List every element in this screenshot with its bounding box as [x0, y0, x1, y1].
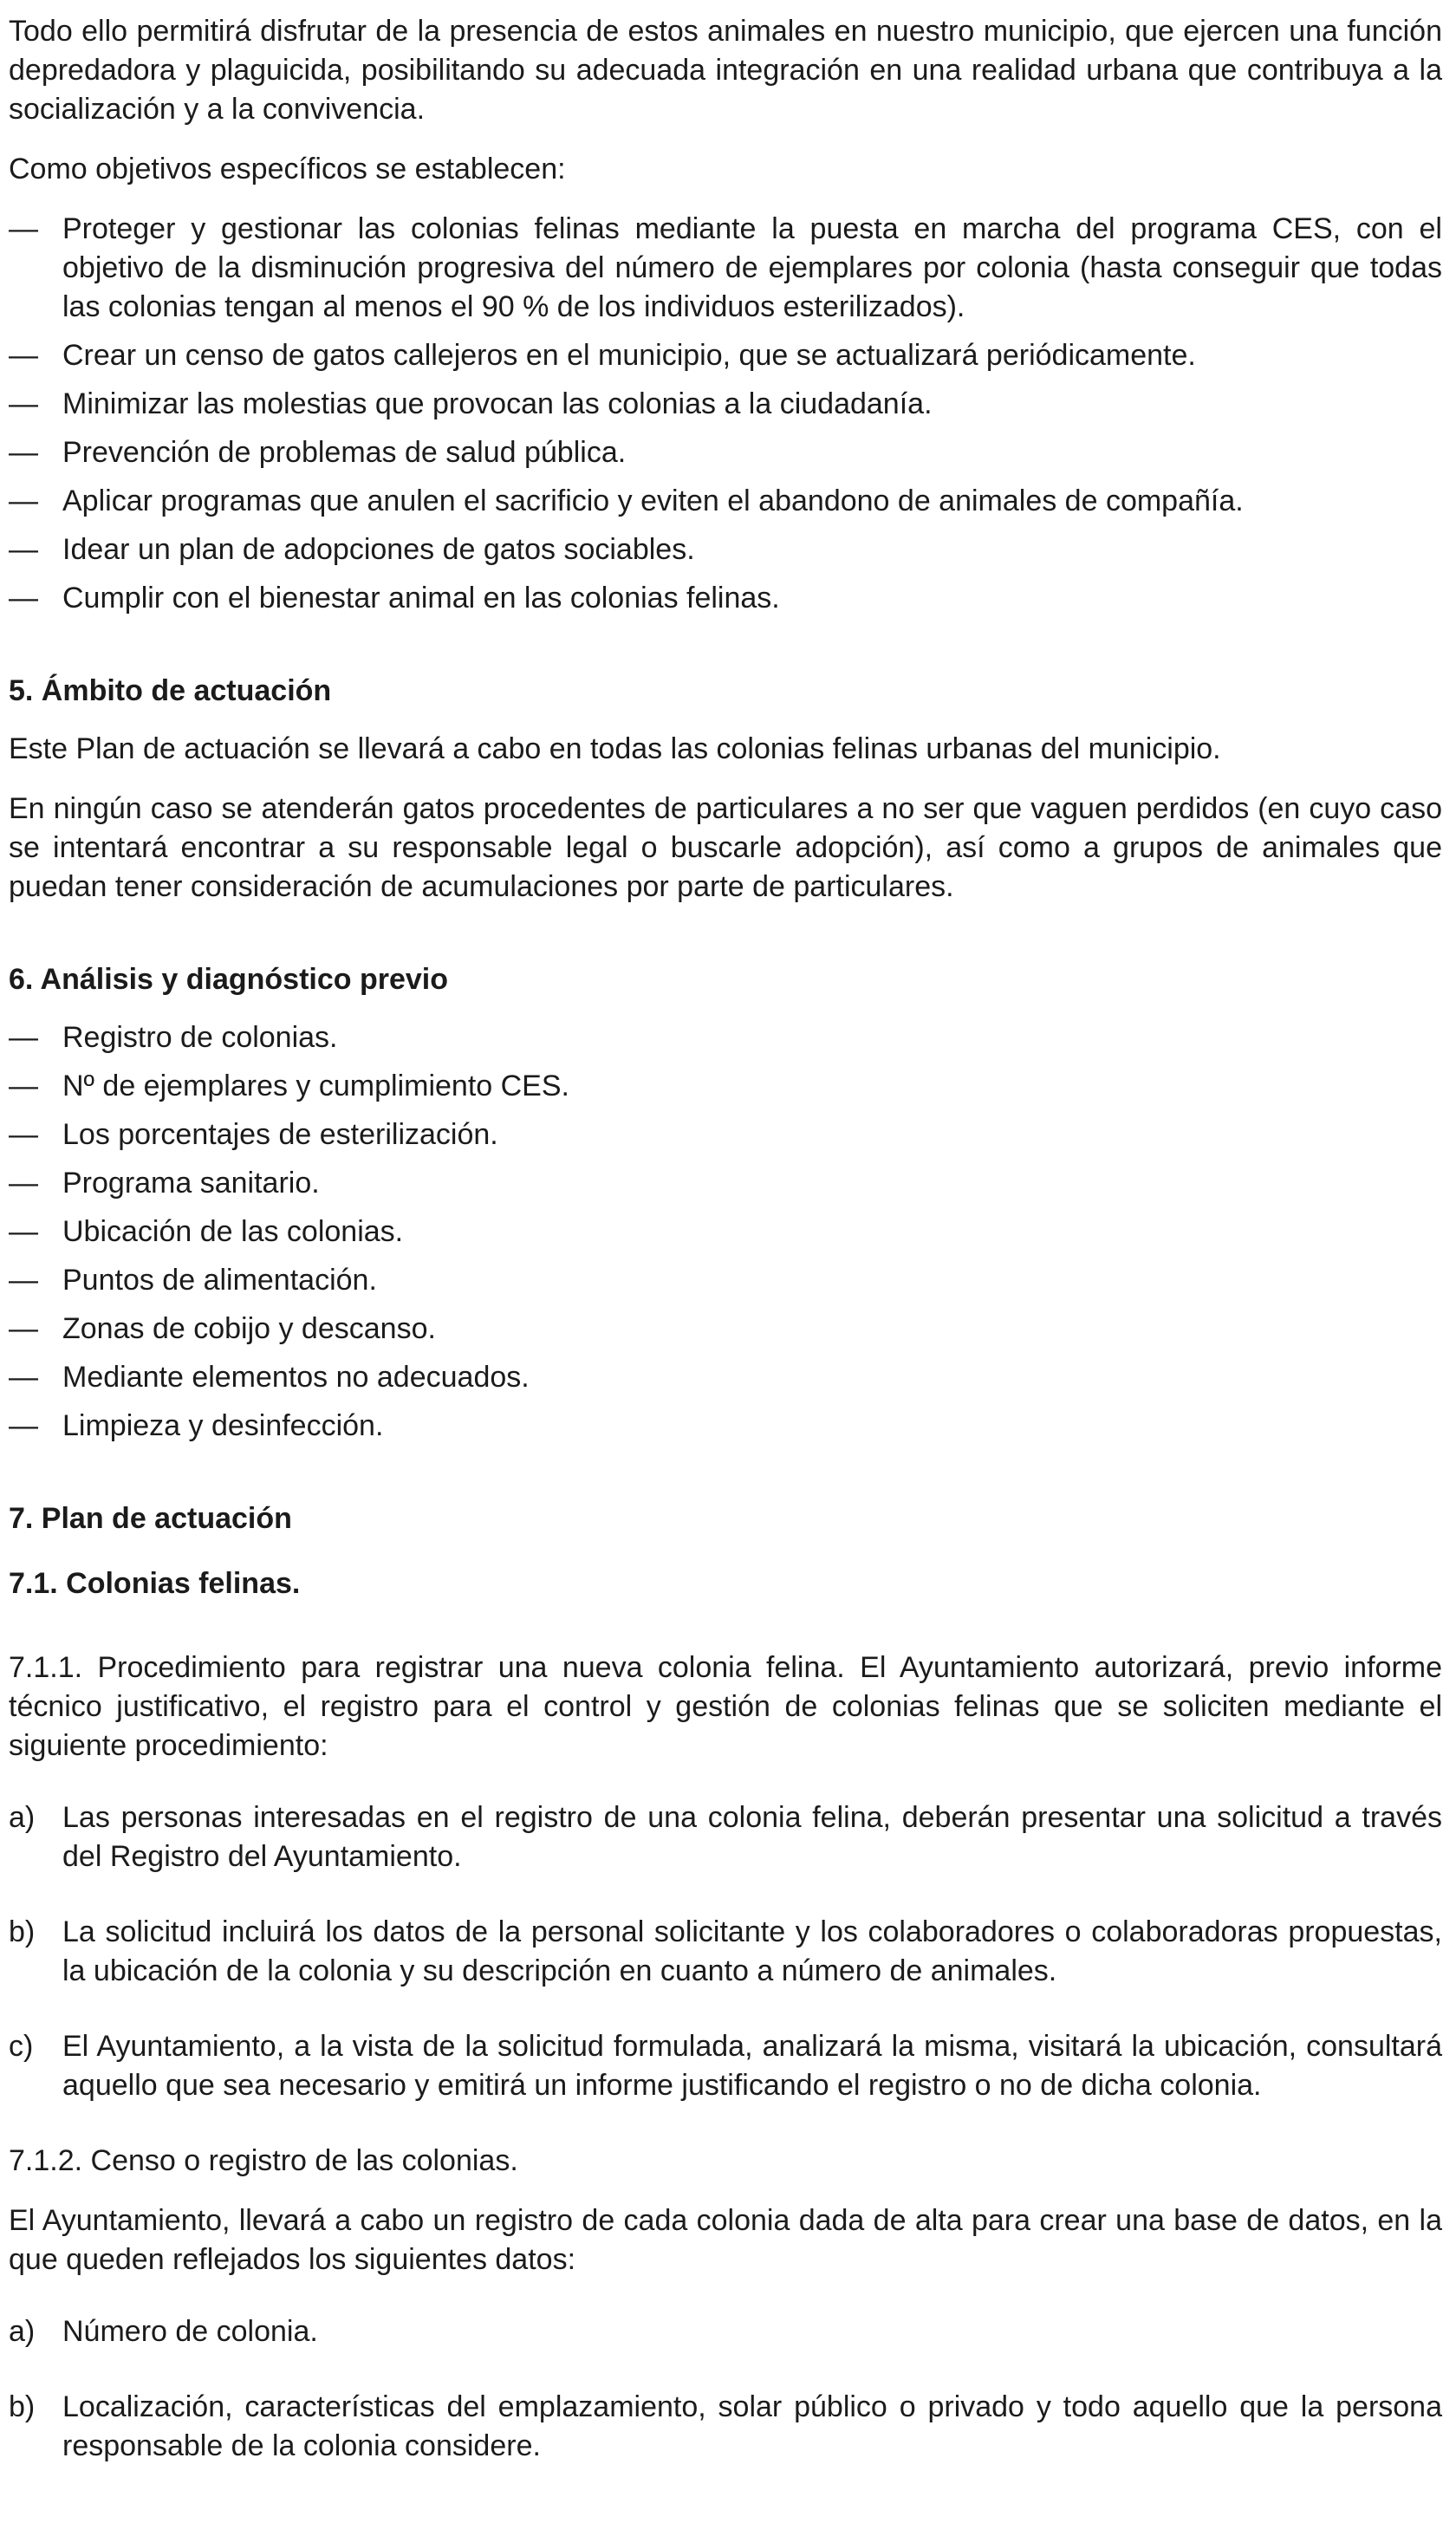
dash-bullet: —	[9, 533, 38, 566]
dash-bullet: —	[9, 339, 38, 372]
list-item-text: Número de colonia.	[62, 2315, 318, 2348]
list-item-text: Los porcentajes de esterilización.	[62, 1118, 498, 1151]
paragraph: 7.1.1. Procedimiento para registrar una nueva colonia felina. El Ayuntamiento autorizará, previo informe técnico justificativo, el registro para el control y gestión de colonias felinas que se soliciten mediante el siguiente procedimiento:	[9, 1651, 1442, 1762]
dash-bullet: —	[9, 436, 38, 469]
dash-bullet: —	[9, 387, 38, 420]
list-item-text: Ubicación de las colonias.	[62, 1215, 404, 1248]
list-item-text: La solicitud incluirá los datos de la personal solicitante y los colaboradores o colaboradoras propuestas, la ubicación de la colonia y su descripción en cuanto a número de animales.	[62, 1915, 1442, 1987]
dash-list-item	[9, 1310, 1442, 1349]
list-item-text: Proteger y gestionar las colonias felinas mediante la puesta en marcha del programa CES, con el objetivo de la disminución progresiva del número de ejemplares por colonia (hasta conseguir que todas las colonias tengan al menos el 90 % de los individuos esterilizados).	[62, 212, 1442, 323]
dash-bullet: —	[9, 1361, 38, 1394]
list-item-text: Registro de colonias.	[62, 1021, 338, 1054]
dash-bullet: —	[9, 582, 38, 614]
dash-bullet: —	[9, 1409, 38, 1442]
dash-bullet: —	[9, 1070, 38, 1102]
item-letter: a)	[9, 1801, 36, 1834]
lettered-item-a	[9, 1798, 1442, 1876]
list-item-text: Puntos de alimentación.	[62, 1264, 377, 1297]
item-letter: b)	[9, 2390, 36, 2423]
dash-list-item	[9, 1115, 1442, 1154]
list-item-text: Localización, características del emplazamiento, solar público o privado y todo aquello que la persona responsable de la colonia considere.	[62, 2390, 1442, 2462]
list-item-text: Limpieza y desinfección.	[62, 1409, 384, 1442]
list-item-text: Programa sanitario.	[62, 1167, 320, 1200]
list-item-text: Mediante elementos no adecuados.	[62, 1361, 530, 1394]
dash-list-item	[9, 1018, 1442, 1057]
dash-list-item	[9, 579, 1442, 618]
dash-bullet: —	[9, 1215, 38, 1248]
list-item-text: El Ayuntamiento, a la vista de la solicitud formulada, analizará la misma, visitará la ubicación, consultará aquello que sea necesario y emitirá un informe justificando el registro o no de dicha colonia.	[62, 2030, 1442, 2102]
subsection-heading-7-1: 7.1. Colonias felinas.	[9, 1567, 301, 1600]
dash-list-item	[9, 1164, 1442, 1203]
dash-list-item	[9, 433, 1442, 472]
list-item-text: Minimizar las molestias que provocan las colonias a la ciudadanía.	[62, 387, 933, 420]
dash-bullet: —	[9, 1167, 38, 1200]
lettered-item-a	[9, 2312, 1442, 2351]
item-letter: a)	[9, 2315, 36, 2348]
dash-list-item	[9, 530, 1442, 569]
dash-bullet: —	[9, 1312, 38, 1345]
list-item-text: Zonas de cobijo y descanso.	[62, 1312, 436, 1345]
list-item-text: Crear un censo de gatos callejeros en el municipio, que se actualizará periódicamente.	[62, 339, 1196, 372]
dash-bullet: —	[9, 1264, 38, 1297]
section-heading-5: 5. Ámbito de actuación	[9, 674, 332, 707]
dash-bullet: —	[9, 484, 38, 517]
item-letter: c)	[9, 2030, 34, 2063]
section-heading-6: 6. Análisis y diagnóstico previo	[9, 963, 448, 996]
dash-list-item	[9, 385, 1442, 424]
dash-list-item	[9, 1261, 1442, 1300]
dash-list-item	[9, 1407, 1442, 1446]
list-item-text: Cumplir con el bienestar animal en las colonias felinas.	[62, 582, 780, 614]
lettered-item-b	[9, 1913, 1442, 1991]
paragraph: El Ayuntamiento, llevará a cabo un registro de cada colonia dada de alta para crear una base de datos, en la que queden reflejados los siguientes datos:	[9, 2204, 1442, 2276]
dash-bullet: —	[9, 212, 38, 245]
paragraph: Como objetivos específicos se establecen:	[9, 153, 566, 185]
dash-list-item	[9, 1067, 1442, 1106]
list-item-text: Idear un plan de adopciones de gatos sociables.	[62, 533, 695, 566]
paragraph: En ningún caso se atenderán gatos procedentes de particulares a no ser que vaguen perdidos (en cuyo caso se intentará encontrar a su responsable legal o buscarle adopción), así como a grupos de animales que puedan tener consideración de acumulaciones por parte de particulares.	[9, 792, 1442, 903]
lettered-item-c	[9, 2027, 1442, 2105]
dash-list-item	[9, 1213, 1442, 1252]
dash-list-item	[9, 1358, 1442, 1397]
paragraph: Este Plan de actuación se llevará a cabo en todas las colonias felinas urbanas del municipio.	[9, 732, 1221, 765]
list-item-text: Nº de ejemplares y cumplimiento CES.	[62, 1070, 569, 1102]
section-heading-7: 7. Plan de actuación	[9, 1502, 292, 1535]
paragraph: Todo ello permitirá disfrutar de la presencia de estos animales en nuestro municipio, que ejercen una función depredadora y plaguicida, posibilitando su adecuada integración en una realidad urbana que contribuya a la socialización y a la convivencia.	[9, 15, 1442, 126]
paragraph: 7.1.2. Censo o registro de las colonias.	[9, 2144, 518, 2177]
item-letter: b)	[9, 1915, 36, 1948]
list-item-text: Las personas interesadas en el registro de una colonia felina, deberán presentar una solicitud a través del Registro del Ayuntamiento.	[62, 1801, 1442, 1873]
list-item-text: Prevención de problemas de salud pública.	[62, 436, 627, 469]
dash-list-item	[9, 210, 1442, 327]
dash-list-item	[9, 336, 1442, 375]
list-item-text: Aplicar programas que anulen el sacrificio y eviten el abandono de animales de compañía.	[62, 484, 1244, 517]
dash-list-item	[9, 482, 1442, 521]
dash-bullet: —	[9, 1118, 38, 1151]
lettered-item-b	[9, 2388, 1442, 2466]
dash-bullet: —	[9, 1021, 38, 1054]
